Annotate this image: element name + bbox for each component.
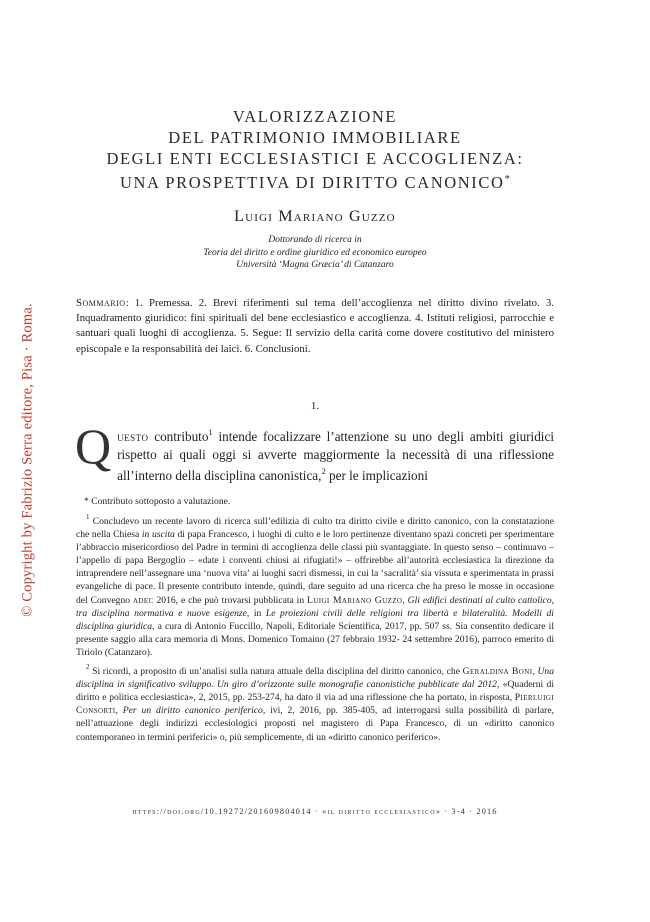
copyright-notice: © Copyright by Fabrizio Serra editore, Pisa · Roma. <box>19 303 36 617</box>
footnote-1: $^1$ Concludevo un recente lavoro di ricerca sull’edilizia di culto tra diritto civile e diritto canonico, con la constatazione che nella Chiesa in uscita di papa Francesco, i luoghi di culto e le loro pertinenze diventano spazi concreti per sperimentare l’abbraccio misericordioso del Padre in termini di accoglienza delle classi più svantaggiate. In questo senso – continuavo – l’appello di papa Bergoglio – «date i conventi chiusi ai rifugiati!» – offrirebbe all’autorità ecclesiastica la direzione da intraprendere nell’assegnare una ‘nuova vita’ ai luoghi sacri dismessi, in cui la ‘sacralità’ sia vissuta e sperimentata in prassi evangeliche di pace. Il presente contributo intende, quindi, dare seguito ad una ricerca che ha preso le mosse in occasione del Convegno adec 2016, e che può trovarsi pubblicata in Luigi Mariano Guzzo, Gli edifici destinati al culto cattolico, tra disciplina normativa e nuove esigenze, in Le proiezioni civili delle religioni tra libertà e bilateralità. Modelli di disciplina giuridica, a cura di Antonio Fuccillo, Napoli, Editoriale Scientifica, 2017, pp. 507 ss. Sia consentito dedicare il presente saggio alla cara memoria di Mons. Domenico Tomaino (27 febbraio 1932- 24 settembre 2016), parroco emerito di Tiriolo (Catanzaro). <box>76 513 555 658</box>
affiliation-line: Dottorando di ricerca in <box>268 235 362 245</box>
title-line: UNA PROSPETTIVA DI DIRITTO CANONICO* <box>120 173 510 192</box>
doi-footer[interactable]: https://doi.org/10.19272/201609804014 · «il diritto ecclesiastico» · 3-4 · 2016 <box>132 807 498 816</box>
author-name: Luigi Mariano Guzzo <box>234 208 396 225</box>
affiliation-line: Università ‘Magna Græcia’ di Catanzaro <box>236 260 394 270</box>
footnotes <box>76 511 554 746</box>
affiliation-line: Teoria del diritto e ordine giuridico ed economico europeo <box>203 247 427 258</box>
summary-label: Sommario <box>76 297 126 309</box>
first-word: uesto <box>117 429 149 444</box>
author-affiliation <box>76 234 554 272</box>
footnote-number: 2 <box>86 663 90 672</box>
footnote-ref[interactable]: 1 <box>208 427 213 437</box>
title-line: DEL PATRIMONIO IMMOBILIARE <box>168 128 462 147</box>
body-text: contributo <box>148 429 209 444</box>
footnote-star: * Contributo sottoposto a valutazione. <box>84 496 231 507</box>
section-number: 1. <box>310 400 320 412</box>
title-line: DEGLI ENTI ECCLESIASTICI E ACCOGLIENZA: <box>106 149 524 168</box>
drop-cap: Q <box>75 418 112 474</box>
title-line: VALORIZZAZIONE <box>232 107 398 126</box>
body-text: per le implicazioni <box>325 468 428 484</box>
summary <box>76 296 554 357</box>
article-title <box>76 106 554 193</box>
body-text: intende focalizzare l’attenzione su uno degli ambiti giuridici rispetto ai quali oggi si avverte maggiormente la necessità di una riflessione all’interno della disciplina canonistica, <box>117 429 554 484</box>
summary-text: : 1. Premessa. 2. Brevi riferimenti sul tema dell’accoglienza nel diritto divino rivelato. 3. Inquadramento giuridico: fini spirituali del bene ecclesiastico e accoglienza. 4. Istituti religiosi, parrocchie e santuari quali luoghi di accoglienza. 5. Segue: Il servizio della carità come dovere costitutivo del ministero episcopale e la responsabilità dei laici. 6. Conclusioni. <box>76 297 554 355</box>
body-paragraph <box>75 418 554 485</box>
footnote-ref[interactable]: 2 <box>321 466 326 477</box>
footnote-2: $^2$ Si ricordi, a proposito di un’analisi sulla natura attuale della disciplina del diritto canonico, che Geraldina Boni, Una disciplina in significativo sviluppo. Un giro d’orizzonte sulle monografie canonistiche pubblicate dal 2012, «Quaderni di diritto e politica ecclesiastica», 2, 2015, pp. 253-274, ha dato il via ad una riflessione che ha portato, in risposta, Pierluigi Consorti, Per un diritto canonico periferico, ivi, 2, 2016, pp. 385-405, ad interrogarsi sulla possibilità di parlare, nell’attuazione degli indirizzi ecclesiologici proposti nel magistero di Papa Francesco, di un «diritto canonico contemporaneo in termini periferici» o, più semplicemente, di un «diritto canonico periferico». <box>76 663 555 743</box>
footnote-number: 1 <box>86 513 90 521</box>
title-footnote-mark[interactable]: * <box>504 173 510 185</box>
